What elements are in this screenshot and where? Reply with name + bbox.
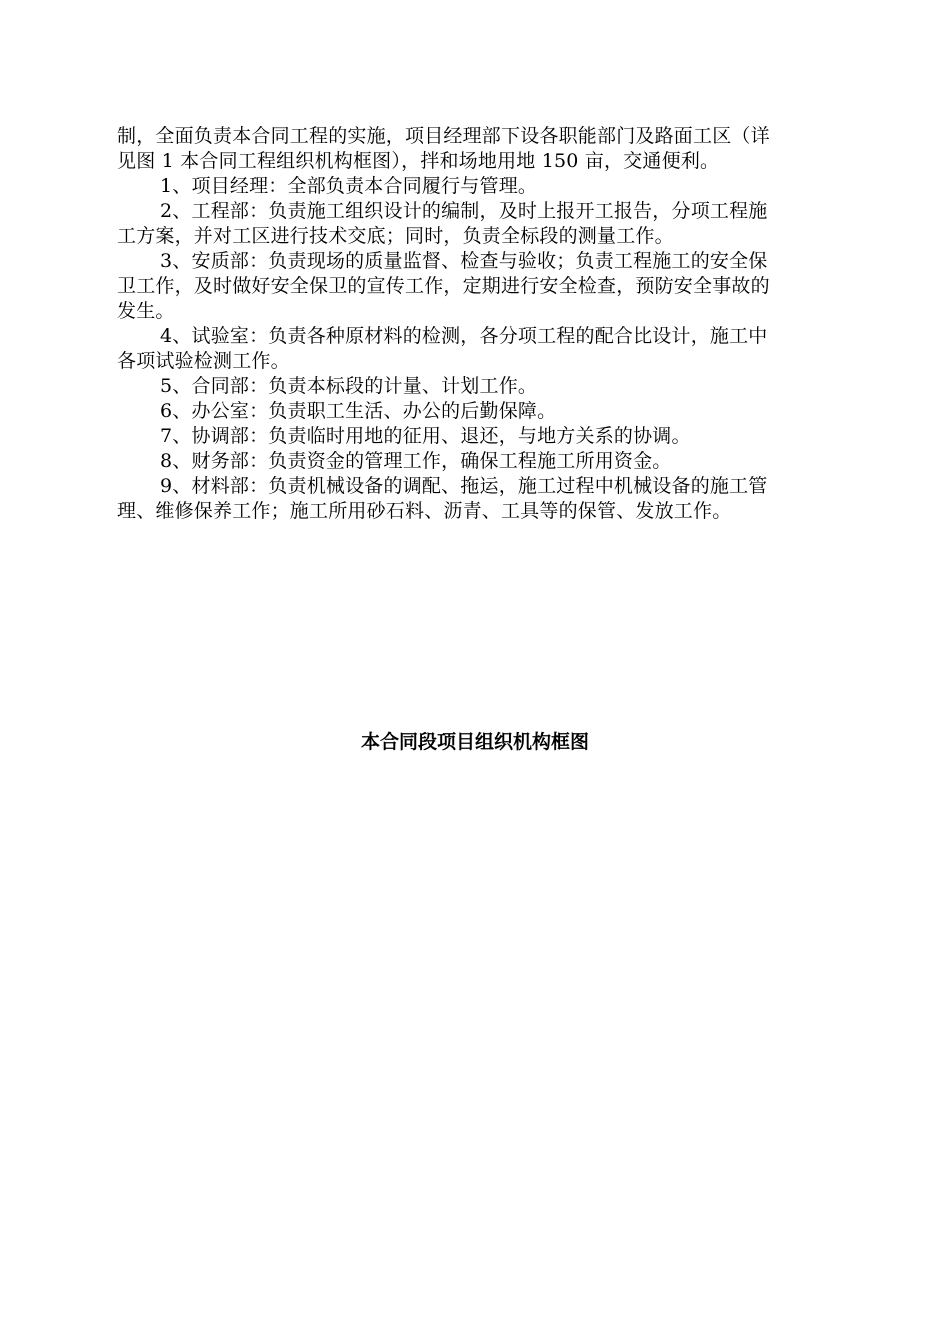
body-text xyxy=(117,124,853,524)
text-line: 9、材料部：负责机械设备的调配、拖运，施工过程中机械设备的施工管 xyxy=(160,475,768,497)
text-line: 见图 1 本合同工程组织机构框图），拌和场地用地 150 亩，交通便利。 xyxy=(117,150,720,172)
text-line: 各项试验检测工作。 xyxy=(117,350,290,372)
text-line: 制，全面负责本合同工程的实施，项目经理部下设各职能部门及路面工区（详 xyxy=(117,125,770,147)
figure-title: 本合同段项目组织机构框图 xyxy=(360,731,589,753)
text-line: 卫工作，及时做好安全保卫的宣传工作，定期进行安全检查，预防安全事故的 xyxy=(117,275,770,297)
text-line: 发生。 xyxy=(117,300,175,322)
text-line: 4、试验室：负责各种原材料的检测，各分项工程的配合比设计，施工中 xyxy=(160,325,768,347)
text-line: 工方案，并对工区进行技术交底；同时，负责全标段的测量工作。 xyxy=(117,225,674,247)
text-line: 6、办公室：负责职工生活、办公的后勤保障。 xyxy=(160,400,557,422)
text-line: 8、财务部：负责资金的管理工作，确保工程施工所用资金。 xyxy=(160,450,672,472)
text-line: 7、协调部：负责临时用地的征用、退还，与地方关系的协调。 xyxy=(160,425,691,447)
text-line: 3、安质部：负责现场的质量监督、检查与验收；负责工程施工的安全保 xyxy=(160,250,768,272)
text-line: 2、工程部：负责施工组织设计的编制，及时上报开工报告，分项工程施 xyxy=(160,200,768,222)
text-line: 理、维修保养工作；施工所用砂石料、沥青、工具等的保管、发放工作。 xyxy=(117,500,732,522)
text-line: 5、合同部：负责本标段的计量、计划工作。 xyxy=(160,375,538,397)
text-line: 1、项目经理：全部负责本合同履行与管理。 xyxy=(160,175,538,197)
